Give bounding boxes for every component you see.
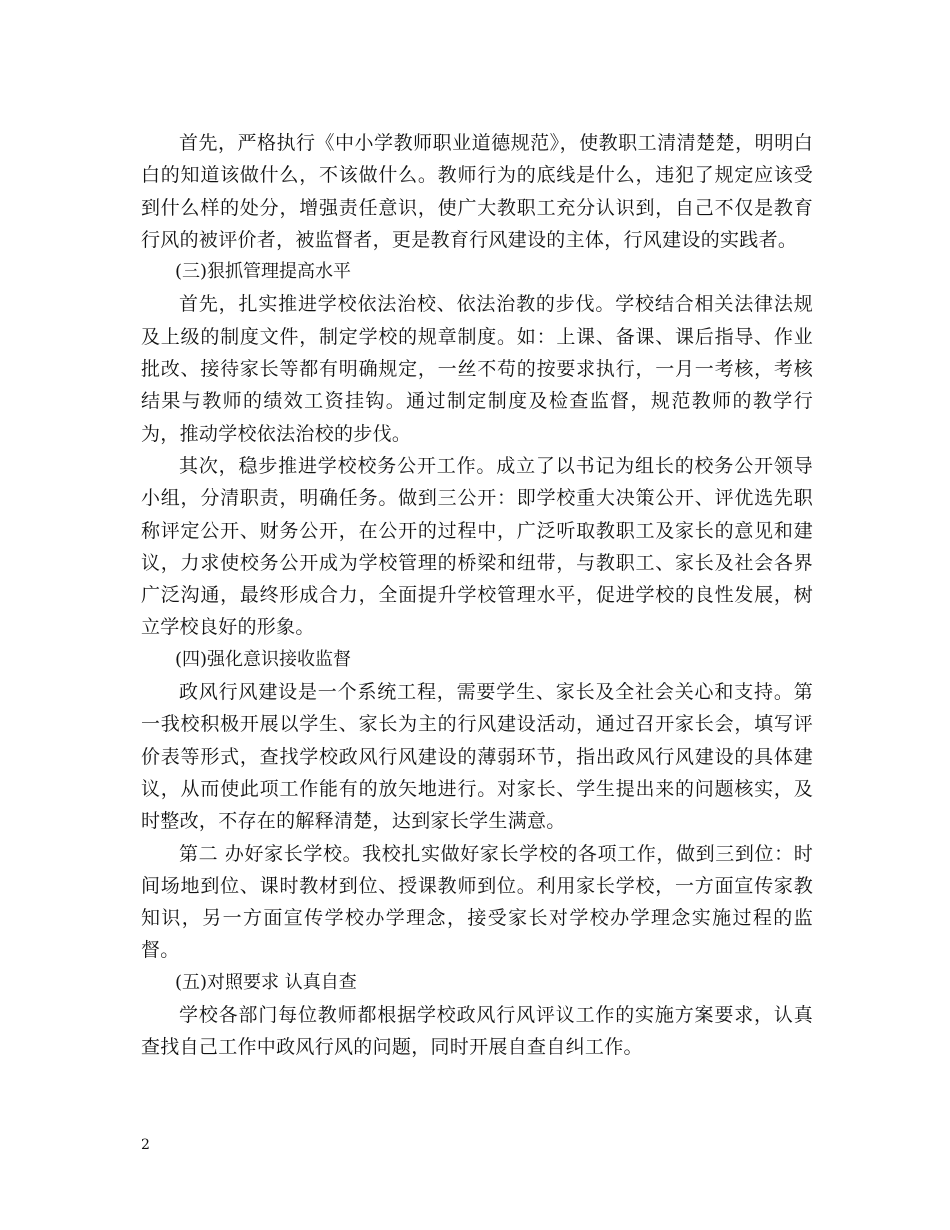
paragraph-teacher-ethics: 首先，严格执行《中小学教师职业道德规范》，使教职工清清楚楚，明明白白的知道该做什么，不该做什么。教师行为的底线是什么，违犯了规定应该受到什么样的处分，增强责任意识，使广大教职工充分认识到，自己不仅是教育行风的被评价者，被监督者，更是教育行风建设的主体，行风建设的实践者。 [141, 132, 813, 251]
section-heading-self-check: (五)对照要求 认真自查 [175, 971, 357, 993]
paragraph-rule-of-law: 首先，扎实推进学校依法治校、依法治教的步伐。学校结合相关法律法规及上级的制度文件，制定学校的规章制度。如：上课、备课、课后指导、作业批改、接待家长等都有明确规定，一丝不苟的按要求执行，一月一考核，考核结果与教师的绩效工资挂钩。通过制定制度及检查监督，规范教师的教学行为，推动学校依法治校的步伐。 [141, 293, 813, 445]
paragraph-school-affairs-openness: 其次，稳步推进学校校务公开工作。成立了以书记为组长的校务公开领导小组，分清职责，明确任务。做到三公开：即学校重大决策公开、评优选先职称评定公开、财务公开，在公开的过程中，广泛听取教职工及家长的意见和建议，力求使校务公开成为学校管理的桥梁和纽带，与教职工、家长及社会各界广泛沟通，最终形成合力，全面提升学校管理水平，促进学校的良性发展，树立学校良好的形象。 [141, 454, 813, 639]
paragraph-parent-school: 第二 办好家长学校。我校扎实做好家长学校的各项工作，做到三到位：时间场地到位、课时教材到位、授课教师到位。利用家长学校，一方面宣传家教知识，另一方面宣传学校办学理念，接受家长对学校办学理念实施过程的监督。 [141, 842, 813, 962]
section-heading-supervision: (四)强化意识接收监督 [175, 648, 352, 670]
page-number: 2 [141, 1137, 150, 1153]
section-heading-management: (三)狠抓管理提高水平 [175, 261, 352, 283]
document-body [141, 127, 813, 1064]
paragraph-style-building: 政风行风建设是一个系统工程，需要学生、家长及全社会关心和支持。第一我校积极开展以学生、家长为主的行风建设活动，通过召开家长会，填写评价表等形式，查找学校政风行风建设的薄弱环节，指出政风行风建设的具体建议，从而使此项工作能有的放矢地进行。对家长、学生提出来的问题核实，及时整改，不存在的解释清楚，达到家长学生满意。 [141, 681, 813, 833]
paragraph-self-inspection: 学校各部门每位教师都根据学校政风行风评议工作的实施方案要求，认真查找自己工作中政风行风的问题，同时开展自查自纠工作。 [141, 1004, 813, 1059]
